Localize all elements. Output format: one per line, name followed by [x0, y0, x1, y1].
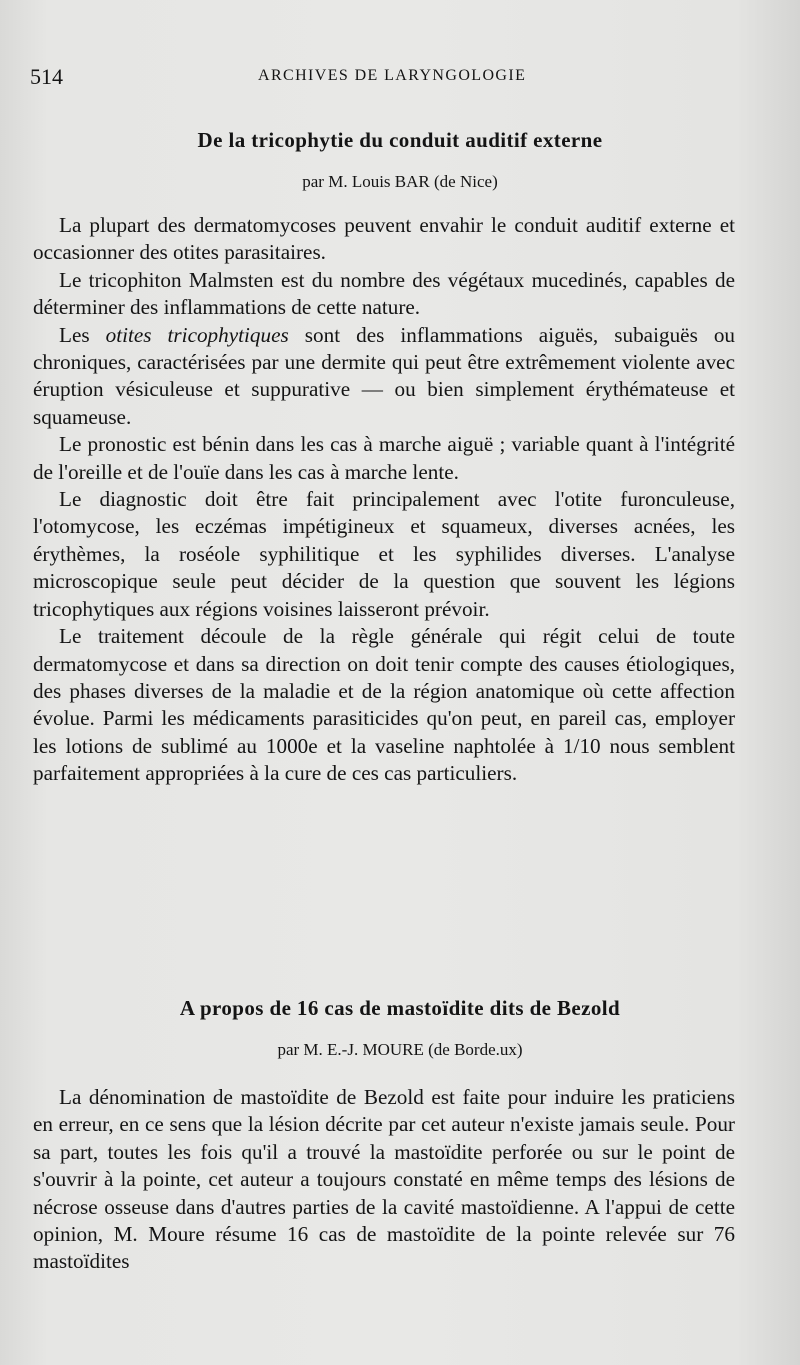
article1-paragraph: La plupart des dermatomycoses peuvent envahir le conduit auditif externe et occasionner des otites parasitaires. — [33, 213, 735, 265]
article1-p3-rest: sont des inflammations aiguës, subaiguës ou chroniques, caractérisées par une dermite qui peut être extrêmement violente avec éruption vésiculeuse et suppurative — ou bien simplement érythémateuse et squameuse. — [33, 322, 736, 429]
article2-title: A propos de 16 cas de mastoïdite dits de Bezold — [179, 996, 621, 1020]
article2-paragraph: La dénomination de mastoïdite de Bezold est faite pour induire les praticiens en erreur, en ce sens que la lésion décrite par cet auteur n'existe jamais seule. Pour sa part, toutes les fois qu'il a trouvé la mastoïdite perforée ou sur le point de s'ouvrir à la pointe, cet auteur a toujours constaté en même temps des lésions de nécrose osseuse dans d'autres parties de la cavité mastoïdienne. A l'appui de cette opinion, M. Moure résume 16 cas de mastoïdite de la pointe relevée sur 76 mastoïdites — [33, 1085, 735, 1274]
article1-body — [33, 212, 735, 788]
article1-p3-lead: Les — [59, 322, 90, 347]
page-number: 514 — [30, 64, 63, 89]
article2-body — [33, 1084, 735, 1276]
article1-paragraph: Le pronostic est bénin dans les cas à marche aiguë ; variable quant à l'intégrité de l'oreille et de l'ouïe dans les cas à marche lente. — [33, 432, 735, 484]
article1-paragraph: Le traitement découle de la règle générale qui régit celui de toute dermatomycose et dans sa direction on doit tenir compte des causes étiologiques, des phases diverses de la maladie et de la région anatomique où cette affection évolue. Parmi les médicaments parasiticides qu'on peut, en pareil cas, employer les lotions de sublimé au 1000e et la vaseline naphtolée à 1/10 nous semblent parfaitement appropriées à la cure de ces cas particuliers. — [33, 624, 735, 786]
article2-byline-place: (de Borde.ux) — [428, 1040, 523, 1059]
article2-byline — [0, 1040, 800, 1060]
article1-author: BAR — [394, 172, 430, 191]
article1-byline-place: (de Nice) — [434, 172, 498, 191]
running-head: ARCHIVES DE LARYNGOLOGIE — [258, 67, 527, 84]
article2-byline-prefix: par M. E.-J. — [277, 1040, 359, 1059]
article1-paragraph: Le tricophiton Malmsten est du nombre des végétaux mucedinés, capables de déterminer des inflammations de cette nature. — [33, 267, 735, 320]
article2-author: MOURE — [362, 1040, 424, 1059]
page-header — [30, 64, 770, 96]
article1-byline-prefix: par M. Louis — [302, 172, 391, 191]
article1-p3-emphasis: otites tricophytiques — [105, 322, 289, 347]
article1-byline — [0, 172, 800, 192]
article1-paragraph — [33, 322, 735, 432]
article1-paragraph: Le diagnostic doit être fait principalement avec l'otite furonculeuse, l'otomycose, les eczémas impétigineux et squameux, diverses acnées, les érythèmes, la roséole syphilitique et les syphilides diverses. L'analyse microscopique seule peut décider de la question que souvent les légions tricophytiques aux régions voisines laisseront prévoir. — [33, 487, 735, 621]
article1-title: De la tricophytie du conduit auditif externe — [197, 128, 603, 152]
